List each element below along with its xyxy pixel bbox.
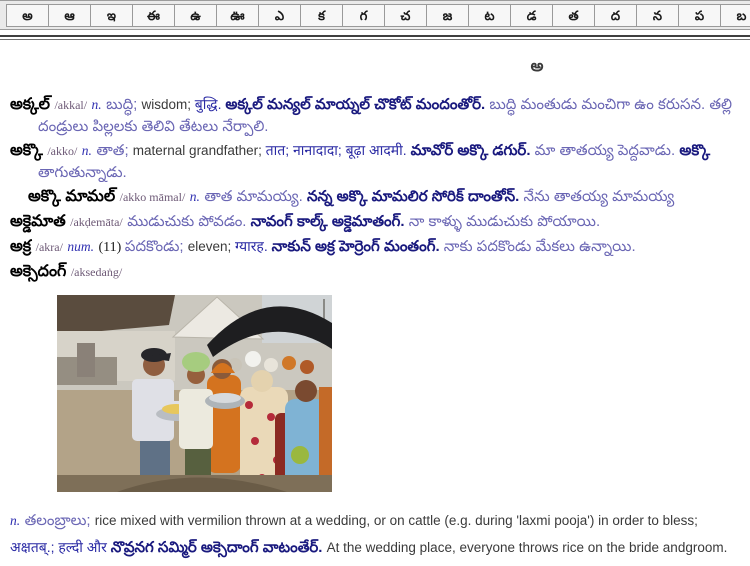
entry-example: నన్న అక్కొ మామలిర సోరిక్ దాంతోన్. [306,188,524,205]
entry-pos: num. [67,239,95,254]
entry-translation-2: తాగుతున్నాడు. [38,164,127,181]
letter-navbar [0,0,750,30]
entry-gloss-hindi: बुद्धि. [194,96,226,112]
nav-letter-u[interactable]: ఉ [174,4,217,27]
nav-letter-pa[interactable]: ప [678,4,721,27]
entry-pos: n. [189,189,200,204]
nav-letter-na[interactable]: న [636,4,679,27]
nav-letter-dda[interactable]: డ [510,4,553,27]
nav-letter-ja[interactable]: జ [426,4,469,27]
nav-letter-da[interactable]: ద [594,4,637,27]
entry-gloss-english: rice mixed with vermilion thrown at a wedding, or on cattle (e.g. during 'laxmi pooja') in order to bless; [94,513,698,528]
entry-gloss-hindi: तात; नानादादा; बूढ़ा आदमी. [265,142,411,158]
entry-headword: అక్కొ [10,142,43,159]
entry-pos: n. [91,97,102,112]
entry-translation: నేను తాతయ్య మామయ్య [523,188,675,205]
nav-letter-ii[interactable]: ఈ [132,4,175,27]
entry-translation-english: At the wedding place, everyone throws rice on the bride andgroom. [326,540,728,555]
nav-letter-ta[interactable]: త [552,4,595,27]
entry-example: నాకున్ అక్ర హెర్రెంగ్ మంతంగ్. [271,238,444,255]
entry-gloss-hindi: ग्यारह. [235,238,272,254]
nav-letter-uu[interactable]: ఊ [216,4,259,27]
entry-gloss-english: wisdom; [141,97,195,112]
nav-letter-e[interactable]: ఎ [258,4,301,27]
entry-example: అక్కల్ మన్యల్ మాయ్నల్ చొకోట్ మందంతోర్. [225,96,490,113]
entry-phonemic: /akko māmal/ [119,190,186,204]
entry-sense-paragraph [10,508,746,561]
nav-letter-ka[interactable]: క [300,4,343,27]
entry-gloss-telugu: ముడుచుకు పోవడం. [127,213,251,230]
dict-entry-akkal [10,94,746,137]
entry-gloss-telugu: తాత మామయ్య. [204,188,307,205]
entry-numeral: (11) [98,240,125,255]
dict-entry-akra [10,236,746,258]
entry-gloss-telugu: తలంబ్రాలు; [24,512,95,529]
nav-letter-tta[interactable]: ట [468,4,511,27]
dict-entry-akko [10,140,746,183]
nav-letter-aa[interactable]: ఆ [48,4,91,27]
entry-headword: అక్డెమాత [10,213,66,230]
entry-gloss-english: maternal grandfather; [132,143,266,158]
dict-entry-akko-mamal [28,186,746,208]
entry-example: మావోర్ అక్కొ డగుర్. [410,142,535,159]
nav-letter-ga[interactable]: గ [342,4,385,27]
wedding-photo [57,295,332,492]
entry-translation: నా కాళ్ళు ముడుచుకు పోయాయి. [408,213,601,230]
entry-phonemic: /akra/ [35,240,63,254]
entry-translation: బుద్ధి మంతుడు మంచిగా ఉం కరుసన. తల్లి దండ్రులు పిల్లలకు తెలివి తేటలు నేర్పాలి. [38,96,733,135]
nav-letter-ba[interactable]: బ [720,4,750,27]
horizontal-rule [0,35,750,40]
entry-example: నావంగ్ కాల్క్ అక్డెమాతంగ్. [250,213,409,230]
entry-headword: అక్కల్ [10,96,50,113]
entry-pos: n. [81,143,92,158]
entry-headword: అక్సెదంగ్ [10,263,67,280]
dict-entry-aksedang [10,261,746,283]
entry-phonemic: /akḍemāta/ [70,215,123,229]
entry-phonemic: /aksedaṅg/ [70,265,123,279]
nav-letter-i[interactable]: ఇ [90,4,133,27]
entry-example-2: అక్కొ [679,142,711,159]
entry-example: నొవ్రనగ సమ్మిర్ అక్సెదాంగ్ వాటంతేర్. [110,539,327,556]
dict-entry-akdemata [10,211,746,233]
entry-phonemic: /akko/ [47,144,78,158]
nav-letter-a[interactable]: అ [6,4,49,27]
entry-gloss-english: eleven; [187,239,236,254]
entry-gloss-telugu: తాత; [96,142,133,159]
entry-headword: అక్ర [10,238,32,255]
entry-phonemic: /akkal/ [54,98,88,112]
entry-headword: అక్కొ మామల్ [28,188,116,205]
entry-pos: n. [10,513,21,528]
entry-translation: నాకు పదకొండు మేకలు ఉన్నాయి. [443,238,636,255]
entry-gloss-telugu: పదకొండు; [124,238,188,255]
entry-gloss-telugu: బుద్ధి; [106,96,142,113]
nav-letter-ca[interactable]: చ [384,4,427,27]
entry-gloss-hindi: अक्षतब्.; हल्दी और [10,539,111,555]
entry-translation: మా తాతయ్య పెద్దవాడు. [534,142,680,159]
dictionary-page [0,57,750,561]
section-heading: అ [530,58,544,75]
